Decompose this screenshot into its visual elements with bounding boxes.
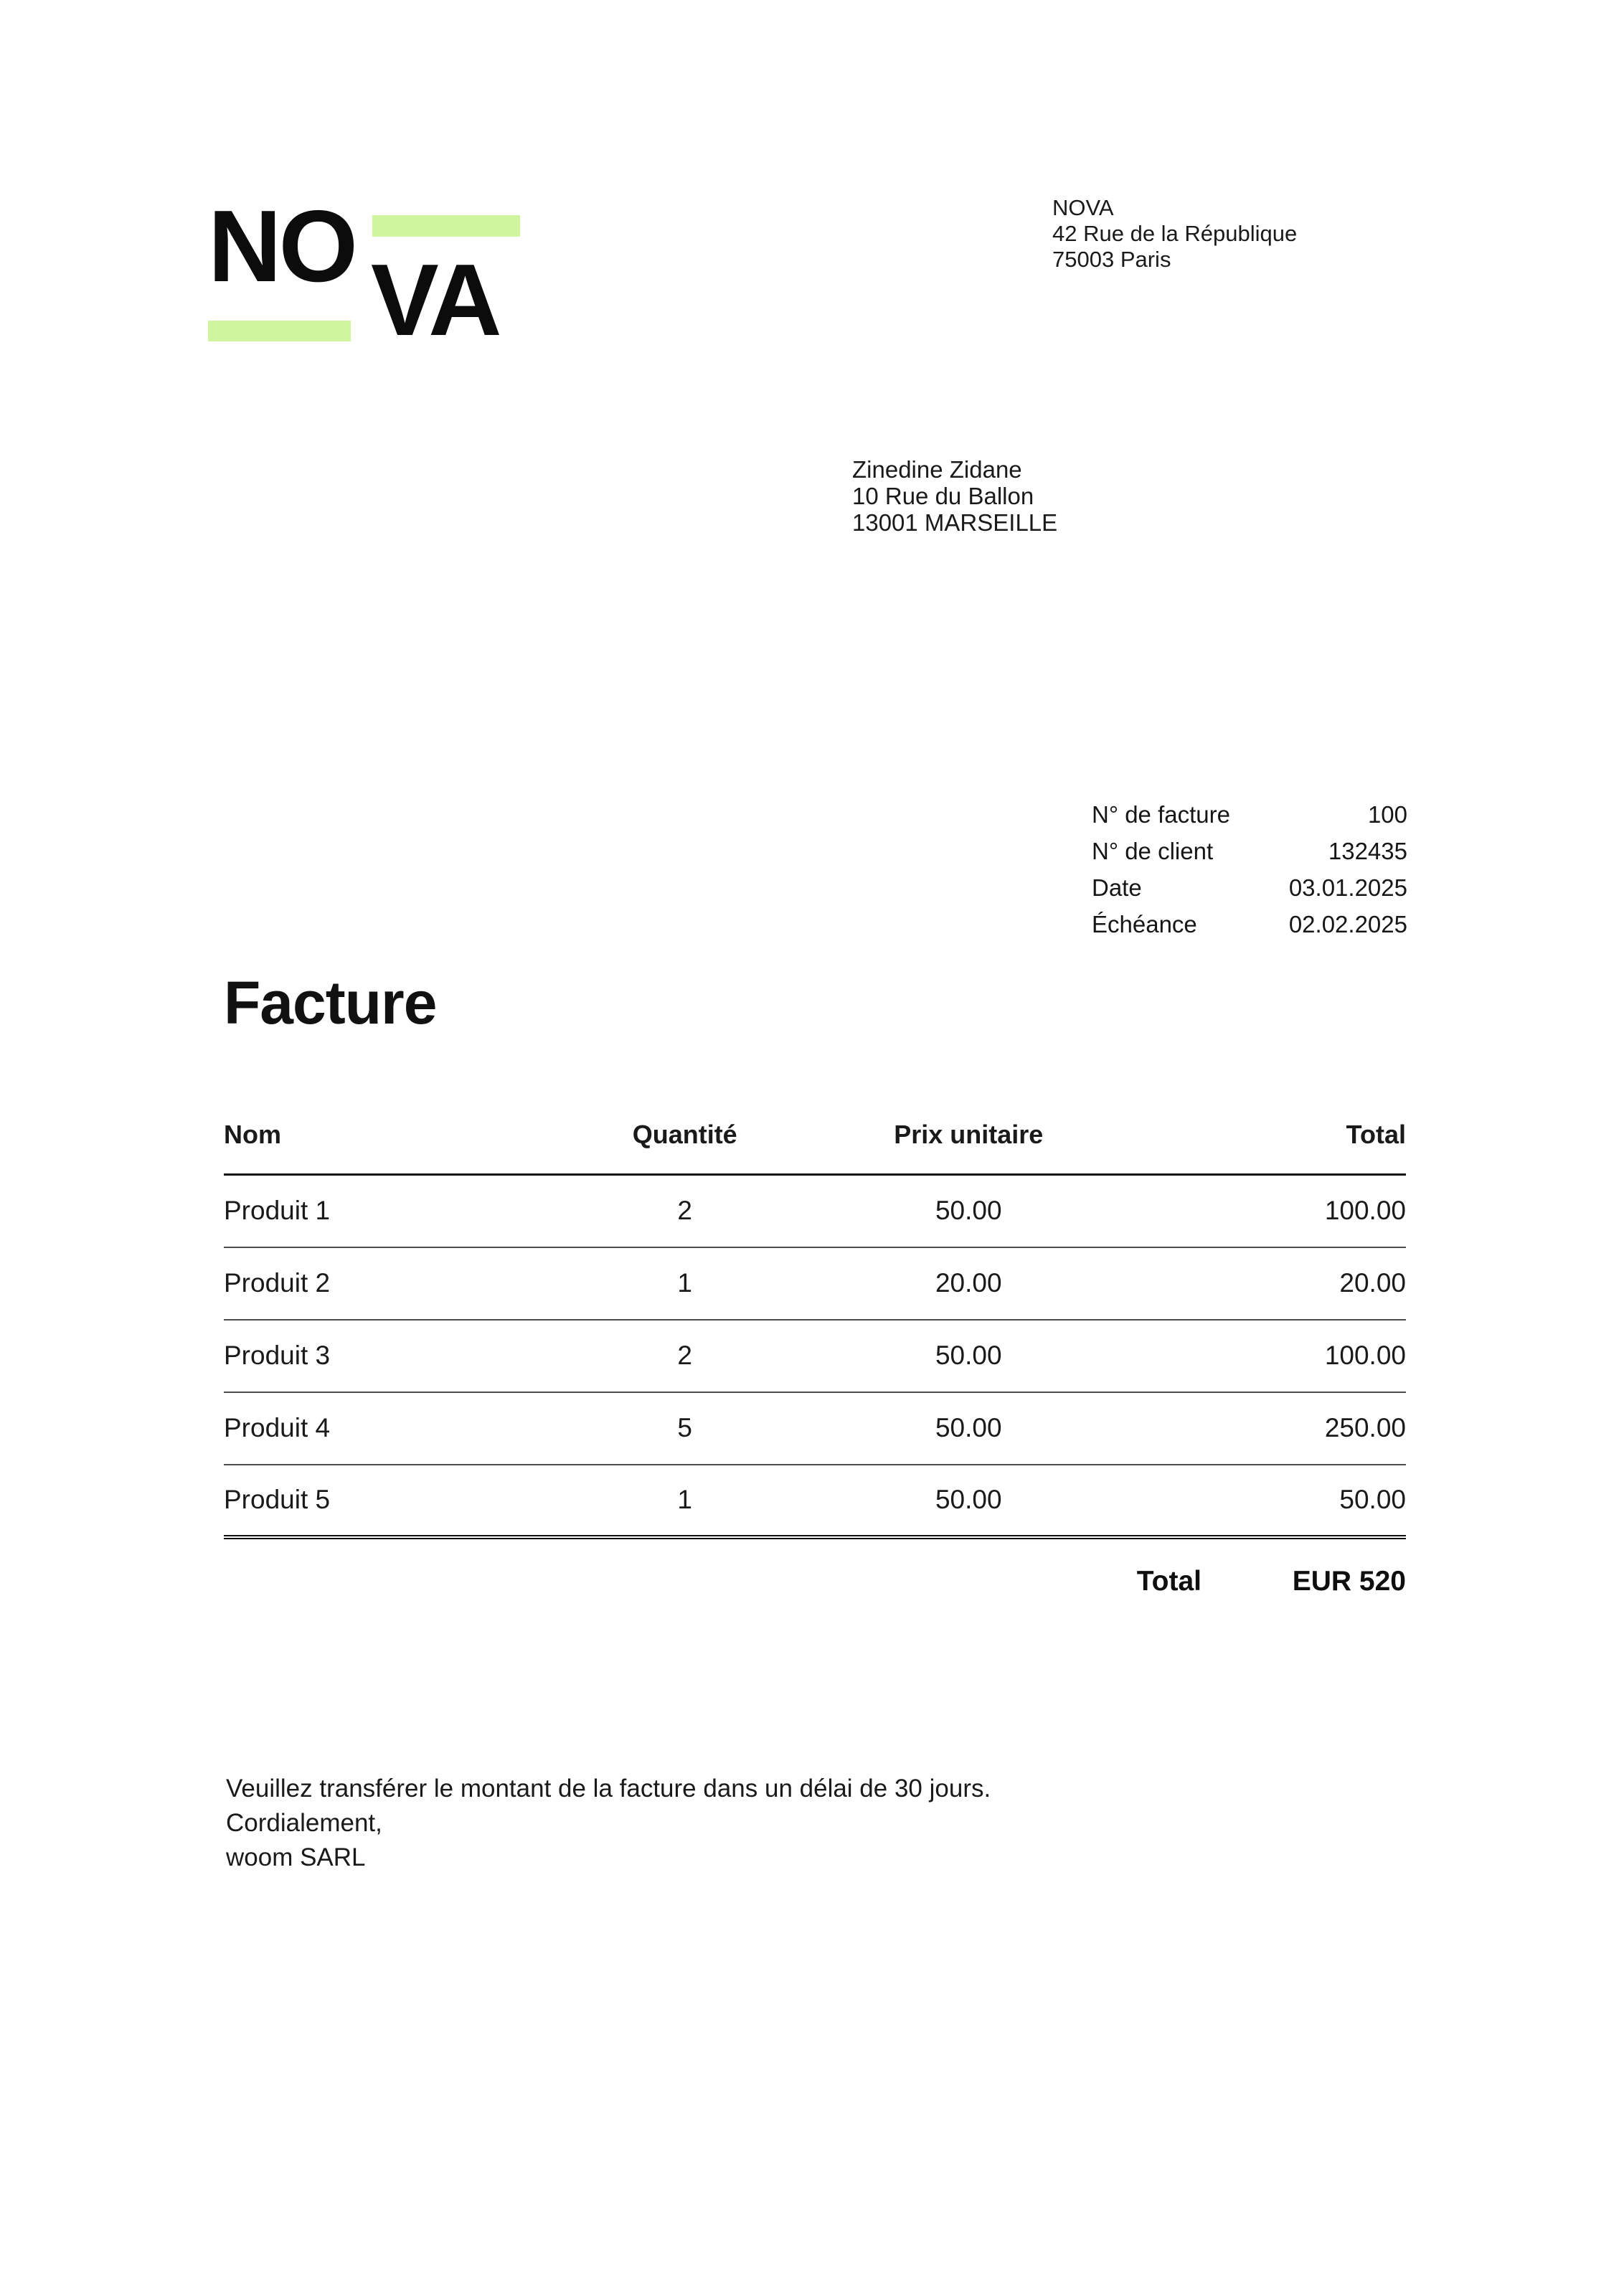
item-total: 50.00 bbox=[1169, 1465, 1406, 1537]
logo-green-bar-top bbox=[372, 215, 520, 237]
page-title: Facture bbox=[224, 969, 437, 1036]
invoice-number-value: 100 bbox=[1367, 800, 1407, 828]
item-unit-price: 50.00 bbox=[768, 1465, 1169, 1537]
due-date-value: 02.02.2025 bbox=[1288, 910, 1407, 937]
item-name: Produit 3 bbox=[224, 1320, 602, 1392]
invoice-meta bbox=[1092, 796, 1407, 943]
grand-total-label: Total bbox=[1136, 1566, 1202, 1597]
item-total: 100.00 bbox=[1169, 1320, 1406, 1392]
meta-row-invoice-number bbox=[1092, 796, 1407, 833]
date-label: Date bbox=[1092, 874, 1142, 901]
company-name: NOVA bbox=[1052, 195, 1114, 220]
item-quantity: 2 bbox=[602, 1320, 768, 1392]
payment-terms-line: Veuillez transférer le montant de la facture dans un délai de 30 jours. bbox=[226, 1775, 991, 1803]
logo-text-va: VA bbox=[371, 243, 499, 357]
table-row bbox=[224, 1465, 1406, 1537]
recipient-city: 13001 MARSEILLE bbox=[852, 509, 1058, 536]
logo-text-no: NO bbox=[208, 189, 355, 303]
table-row bbox=[224, 1392, 1406, 1465]
item-total: 20.00 bbox=[1169, 1247, 1406, 1320]
table-row bbox=[224, 1247, 1406, 1320]
table-row bbox=[224, 1320, 1406, 1392]
meta-row-date bbox=[1092, 869, 1407, 906]
table-row bbox=[224, 1175, 1406, 1247]
item-name: Produit 1 bbox=[224, 1175, 602, 1247]
recipient-address bbox=[852, 456, 1057, 536]
item-unit-price: 50.00 bbox=[768, 1392, 1169, 1465]
signature-line: woom SARL bbox=[226, 1843, 366, 1871]
item-total: 250.00 bbox=[1169, 1392, 1406, 1465]
company-address bbox=[1052, 195, 1297, 273]
item-name: Produit 5 bbox=[224, 1465, 602, 1537]
item-name: Produit 4 bbox=[224, 1392, 602, 1465]
item-quantity: 5 bbox=[602, 1392, 768, 1465]
company-street: 42 Rue de la République bbox=[1052, 221, 1298, 246]
regards-line: Cordialement, bbox=[226, 1809, 382, 1837]
item-unit-price: 20.00 bbox=[768, 1247, 1169, 1320]
header-row bbox=[224, 1119, 1406, 1175]
items-table-header bbox=[224, 1119, 1406, 1175]
company-city: 75003 Paris bbox=[1052, 247, 1171, 272]
item-quantity: 1 bbox=[602, 1247, 768, 1320]
item-total: 100.00 bbox=[1169, 1175, 1406, 1247]
item-unit-price: 50.00 bbox=[768, 1175, 1169, 1247]
grand-total-row bbox=[224, 1562, 1406, 1602]
item-quantity: 1 bbox=[602, 1465, 768, 1537]
item-unit-price: 50.00 bbox=[768, 1320, 1169, 1392]
date-value: 03.01.2025 bbox=[1288, 874, 1407, 901]
nova-logo bbox=[208, 189, 524, 357]
due-date-label: Échéance bbox=[1092, 910, 1197, 937]
column-header-quantity: Quantité bbox=[602, 1119, 768, 1175]
grand-total-value: EUR 520 bbox=[1292, 1566, 1406, 1597]
invoice-number-label: N° de facture bbox=[1092, 800, 1230, 828]
client-number-value: 132435 bbox=[1328, 837, 1407, 864]
closing-note bbox=[226, 1772, 991, 1875]
meta-row-due-date bbox=[1092, 906, 1407, 943]
item-name: Produit 2 bbox=[224, 1247, 602, 1320]
item-quantity: 2 bbox=[602, 1175, 768, 1247]
column-header-unit-price: Prix unitaire bbox=[768, 1119, 1169, 1175]
column-header-name: Nom bbox=[224, 1119, 602, 1175]
logo-green-bar-bottom bbox=[208, 321, 351, 341]
recipient-street: 10 Rue du Ballon bbox=[852, 483, 1034, 509]
column-header-total: Total bbox=[1169, 1119, 1406, 1175]
client-number-label: N° de client bbox=[1092, 837, 1214, 864]
recipient-name: Zinedine Zidane bbox=[852, 456, 1022, 483]
items-table bbox=[224, 1119, 1406, 1539]
meta-row-client-number bbox=[1092, 833, 1407, 869]
